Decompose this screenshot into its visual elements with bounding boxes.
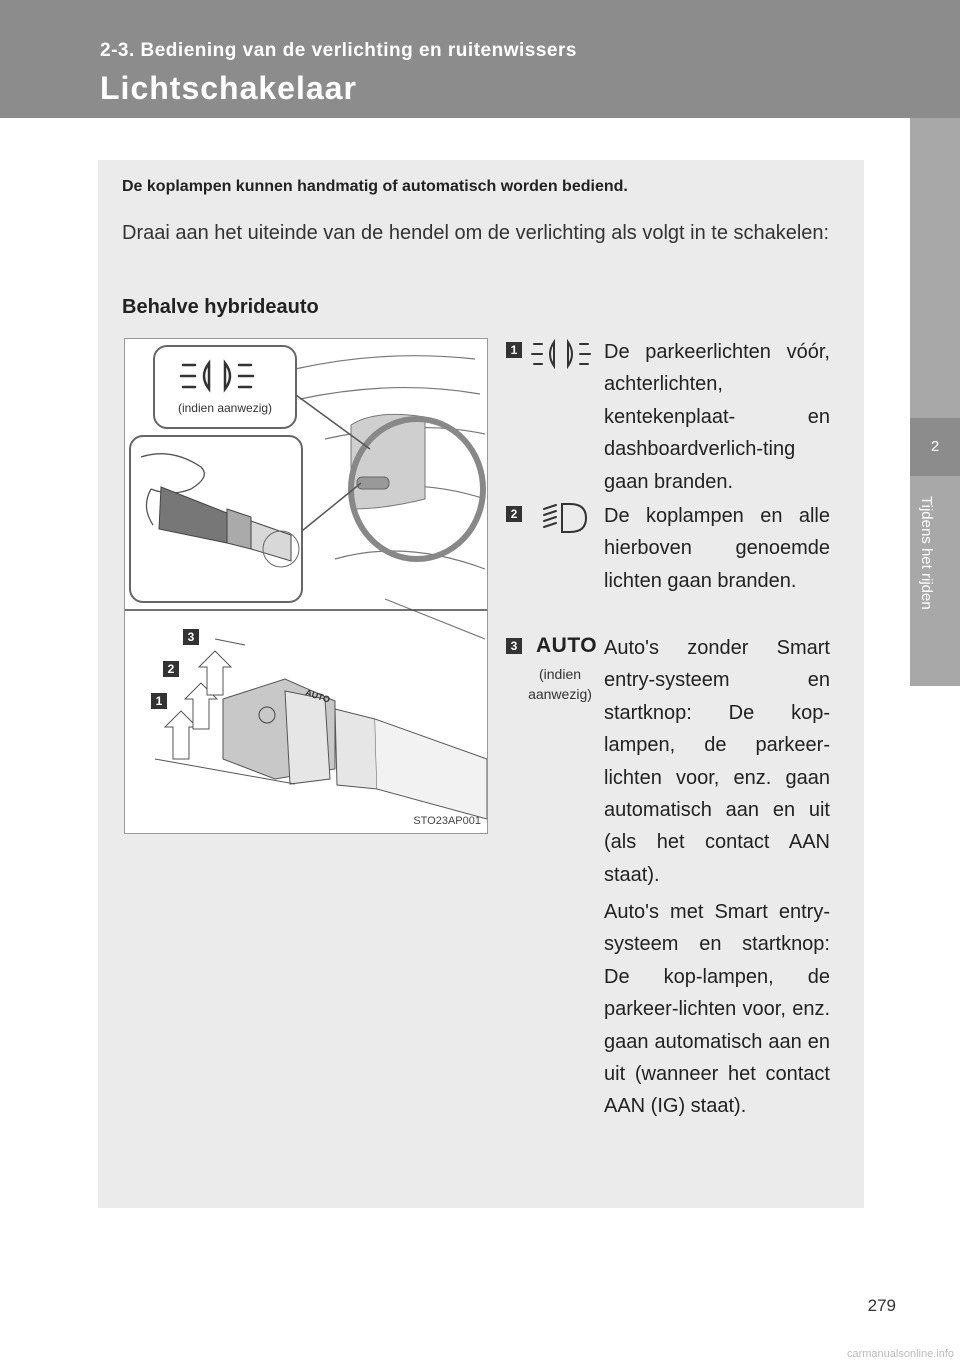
callout-parking-lights xyxy=(153,345,297,429)
hand-switch-illustration xyxy=(131,437,301,601)
item-number-1: 1 xyxy=(506,342,522,358)
figure-badge-1: 1 xyxy=(151,693,167,709)
auto-icon: AUTO xyxy=(536,634,598,657)
chapter-label: Tijdens het rijden xyxy=(918,496,935,610)
chapter-number: 2 xyxy=(910,418,960,476)
page-number: 279 xyxy=(867,1296,896,1315)
switch-auto-label: AUTO xyxy=(304,687,332,705)
intro-text: Draai aan het uiteinde van de hendel om de verlichting als volgt in te schakelen: xyxy=(122,222,830,244)
item-number-3: 3 xyxy=(506,638,522,654)
item-note-3: (indien aanwezig) xyxy=(528,666,592,702)
item-number-2: 2 xyxy=(506,506,522,522)
watermark[interactable]: carmanualsonline.info xyxy=(846,1348,954,1360)
section-title: 2-3. Bediening van de verlichting en ruitenwissers xyxy=(100,40,577,61)
parking-lights-icon xyxy=(155,351,295,401)
callout-label: (indien aanwezig) xyxy=(177,401,273,415)
callout-hand-switch xyxy=(129,435,303,603)
item-text-2: De koplampen en alle hierboven genoemde lichten gaan branden. xyxy=(604,505,830,592)
item-text-3b: Auto's met Smart entry-systeem en startknop: De kop-lampen, de parkeer-lichten voor, enz. gaan automatisch aan en uit (wanneer het contact AAN (IG) staat). xyxy=(604,901,830,1118)
page-title: Lichtschakelaar xyxy=(100,70,357,106)
light-switch-figure xyxy=(124,338,488,834)
subheading: Behalve hybrideauto xyxy=(122,296,319,318)
figure-badge-2: 2 xyxy=(163,661,179,677)
header-bar xyxy=(0,0,960,118)
figure-badge-3: 3 xyxy=(183,629,199,645)
item-text-1: De parkeerlichten vóór, achterlichten, kentekenplaat- en dashboardverlich-ting gaan branden. xyxy=(604,341,830,493)
parking-lights-icon xyxy=(528,336,600,372)
side-tab xyxy=(910,476,960,686)
content-box xyxy=(98,160,864,1208)
item-text-3: Auto's zonder Smart entry-systeem en startknop: De kop-lampen, de parkeer-lichten voor, enz. gaan automatisch aan en uit (als het contact AAN staat). xyxy=(604,637,830,886)
side-tab-top xyxy=(910,118,960,418)
headlight-icon xyxy=(528,500,600,536)
figure-caption: STO23AP001 xyxy=(413,815,481,827)
intro-bold: De koplampen kunnen handmatig of automatisch worden bediend. xyxy=(122,178,628,195)
